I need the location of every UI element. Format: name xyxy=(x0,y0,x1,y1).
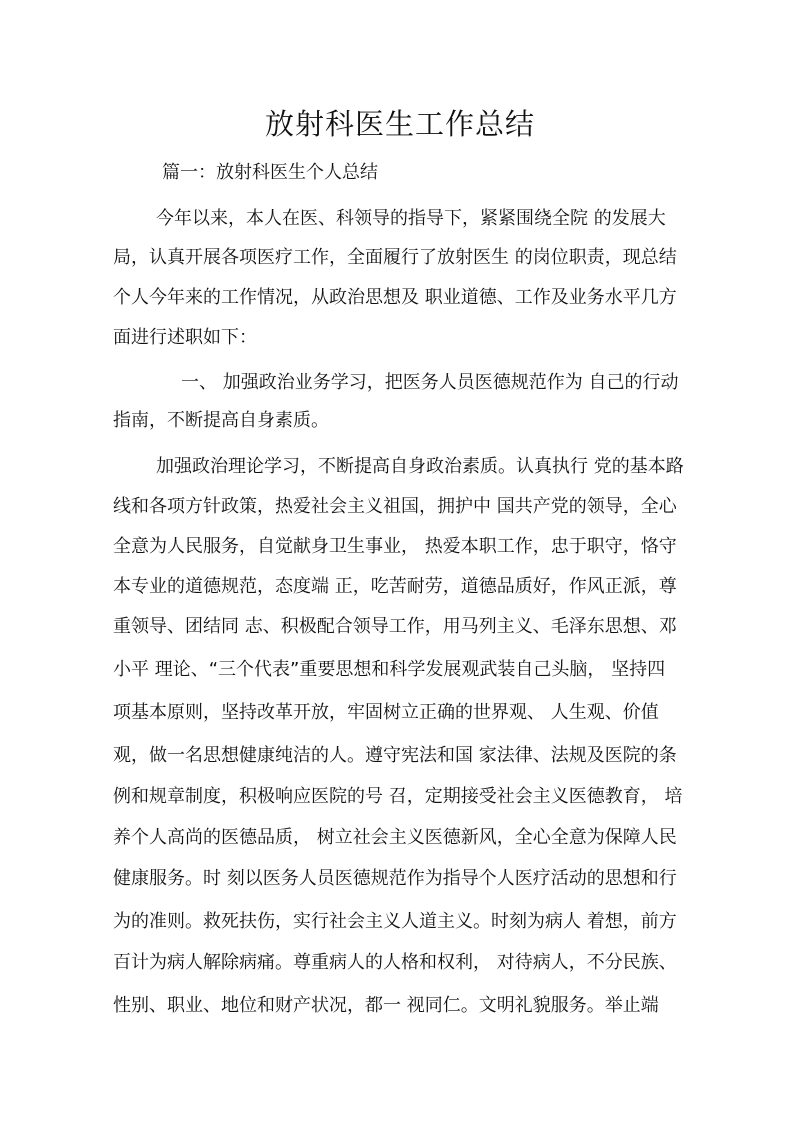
paragraph-line: 线和各项方针政策，热爱社会主义祖国，拥护中 国共产党的领导，全心 xyxy=(113,496,677,517)
paragraph-line: 今年以来，本人在医、科领导的指导下，紧紧围绕全院 的发展大 xyxy=(156,208,666,229)
paragraph-line: 小平 理论、“三个代表”重要思想和科学发展观武装自己头脑， 坚持四 xyxy=(113,659,666,680)
paragraph-line: 养个人高尚的医德品质， 树立社会主义医德新风，全心全意为保障人民 xyxy=(113,827,677,848)
paragraph-line: 例和规章制度，积极响应医院的号 召，定期接受社会主义医德教育， 培 xyxy=(113,786,683,807)
document-title: 放射科医生工作总结 xyxy=(264,107,535,141)
subheading-line: 一、 加强政治业务学习，把医务人员医德规范作为 自己的行动 xyxy=(181,372,679,393)
paragraph-line: 个人今年来的工作情况，从政治思想及 职业道德、工作及业务水平几方 xyxy=(113,287,677,308)
paragraph-line: 面进行述职如下： xyxy=(113,327,257,348)
paragraph-line: 重领导、团结同 志、积极配合领导工作，用马列主义、毛泽东思想、邓 xyxy=(113,616,677,637)
paragraph-line: 全意为人民服务，自觉献身卫生事业， 热爱本职工作，忠于职守，恪守 xyxy=(113,536,677,557)
paragraph-line: 为的准则。救死扶伤，实行社会主义人道主义。时刻为病人 着想，前方 xyxy=(113,911,677,932)
paragraph-line: 性别、职业、地位和财产状况，都一 视同仁。文明礼貌服务。举止端 xyxy=(113,995,659,1016)
paragraph-line: 项基本原则，坚持改革开放，牢固树立正确的世界观、 人生观、价值 xyxy=(113,702,659,723)
subheading-line: 指南，不断提高自身素质。 xyxy=(113,410,329,431)
paragraph-line: 局，认真开展各项医疗工作，全面履行了放射医生 的岗位职责，现总结 xyxy=(113,247,677,268)
paragraph-line: 本专业的道德规范，态度端 正，吃苦耐劳，道德品质好，作风正派，尊 xyxy=(113,576,677,597)
paragraph-line: 健康服务。时 刻以医务人员医德规范作为指导个人医疗活动的思想和行 xyxy=(113,868,677,889)
section-heading: 篇一：放射科医生个人总结 xyxy=(162,162,378,183)
paragraph-line: 观，做一名思想健康纯洁的人。遵守宪法和国 家法律、法规及医院的条 xyxy=(113,745,677,766)
paragraph-line: 加强政治理论学习，不断提高自身政治素质。认真执行 党的基本路 xyxy=(156,456,684,477)
paragraph-line: 百计为病人解除病痛。尊重病人的人格和权利， 对待病人，不分民族、 xyxy=(113,952,677,973)
